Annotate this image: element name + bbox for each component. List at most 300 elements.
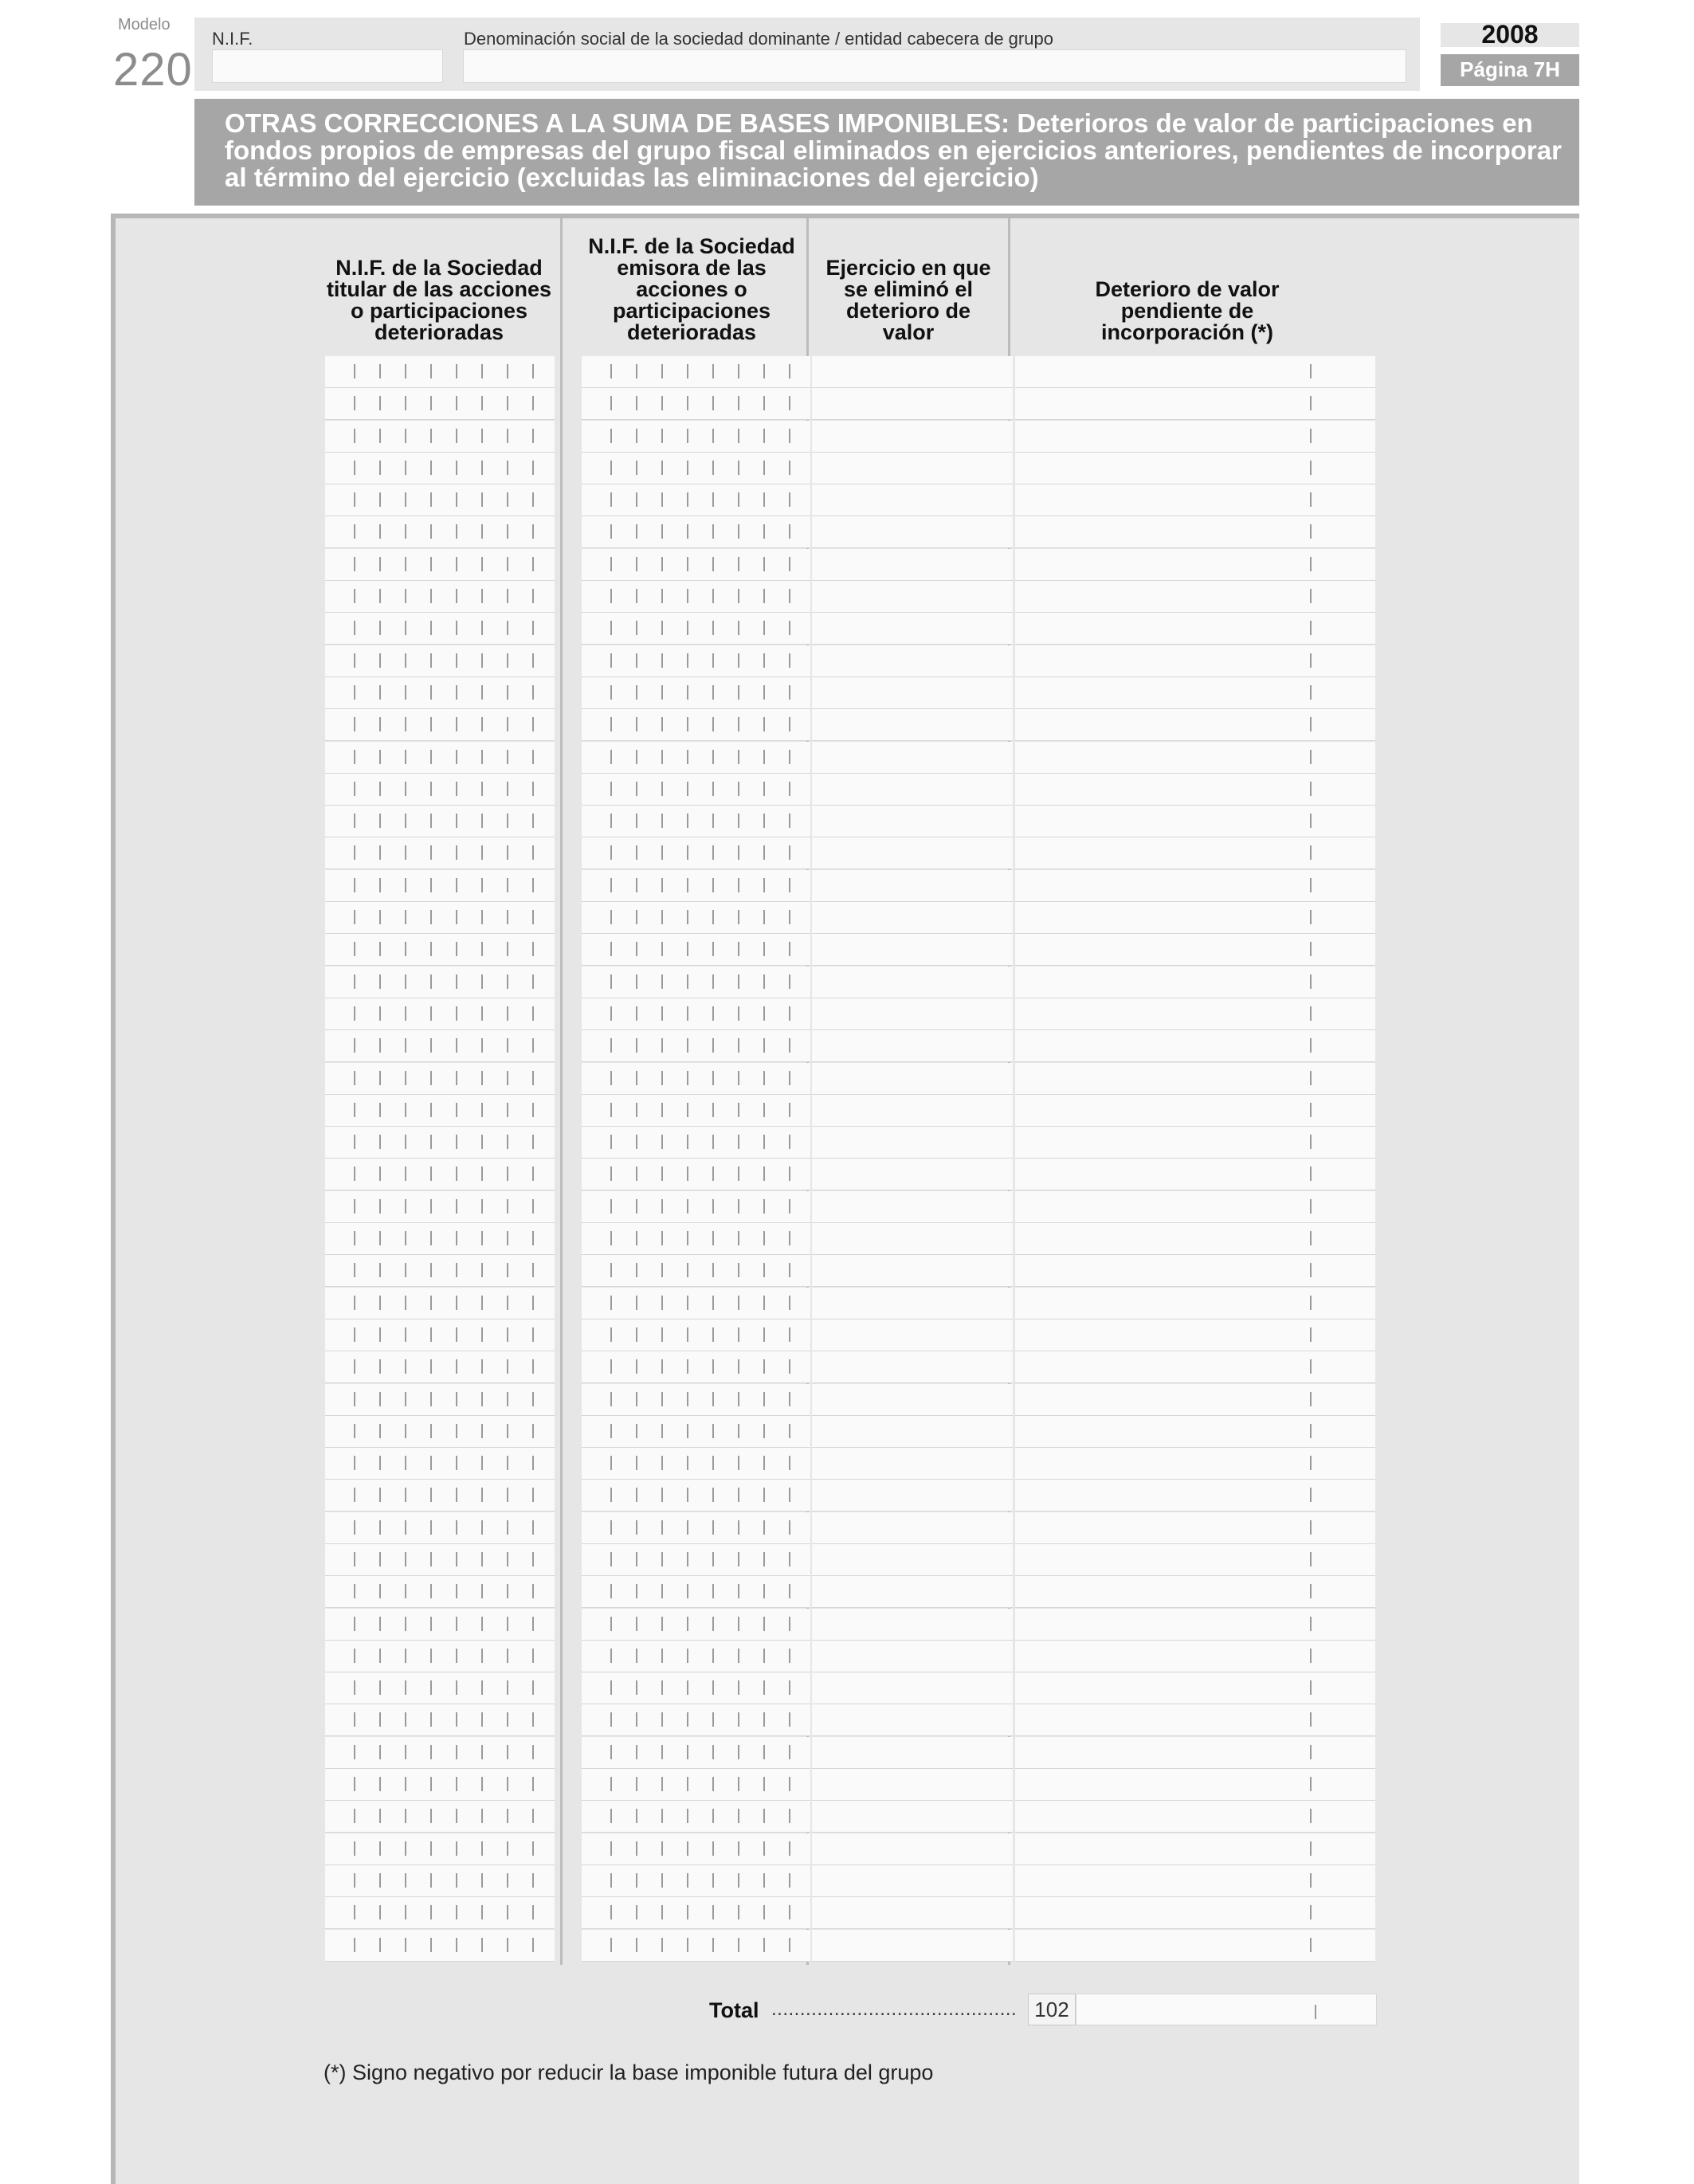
digit-separator <box>687 1296 688 1310</box>
nif-titular-field[interactable] <box>325 934 555 966</box>
digit-separator <box>738 1520 739 1535</box>
ejercicio-field[interactable] <box>812 421 1013 453</box>
digit-separator <box>712 1424 714 1438</box>
denominacion-field[interactable] <box>463 49 1406 83</box>
nif-titular-field[interactable] <box>325 998 555 1030</box>
ejercicio-field[interactable] <box>812 388 1013 420</box>
digit-separator <box>507 492 508 507</box>
ejercicio-field[interactable] <box>812 1095 1013 1127</box>
digit-separator <box>738 1649 739 1663</box>
nif-emisora-field[interactable] <box>582 484 810 516</box>
digit-separator <box>379 1392 381 1406</box>
nif-titular-field[interactable] <box>325 645 555 677</box>
deterioro-field[interactable] <box>1015 1769 1375 1801</box>
digit-separator <box>610 621 612 635</box>
ejercicio-field[interactable] <box>812 1288 1013 1319</box>
table-row <box>325 1704 1375 1736</box>
digit-separator <box>610 429 612 443</box>
digit-separator <box>712 782 714 796</box>
ejercicio-field[interactable] <box>812 1319 1013 1351</box>
deterioro-field[interactable] <box>1015 549 1375 581</box>
ejercicio-field[interactable] <box>812 484 1013 516</box>
ejercicio-field[interactable] <box>812 709 1013 741</box>
digit-separator <box>405 557 406 571</box>
digit-separator <box>532 1166 534 1181</box>
digit-separator <box>532 1199 534 1214</box>
nif-titular-field[interactable] <box>325 1737 555 1769</box>
ejercicio-field[interactable] <box>812 1512 1013 1544</box>
nif-emisora-field[interactable] <box>582 1255 810 1287</box>
ejercicio-field[interactable] <box>812 742 1013 774</box>
nif-titular-field[interactable] <box>325 1609 555 1641</box>
nif-titular-field[interactable] <box>325 1030 555 1062</box>
deterioro-field[interactable] <box>1015 1448 1375 1480</box>
digit-separator <box>379 1038 381 1053</box>
deterioro-field[interactable] <box>1015 1512 1375 1544</box>
ejercicio-field[interactable] <box>812 934 1013 966</box>
nif-emisora-field[interactable] <box>582 1897 810 1929</box>
digit-separator <box>661 364 663 378</box>
digit-separator <box>532 589 534 603</box>
digit-separator <box>687 1103 688 1117</box>
nif-titular-field[interactable] <box>325 1544 555 1576</box>
ejercicio-field[interactable] <box>812 645 1013 677</box>
nif-emisora-field[interactable] <box>582 388 810 420</box>
ejercicio-field[interactable] <box>812 1480 1013 1512</box>
nif-titular-field[interactable] <box>325 549 555 581</box>
decimal-separator <box>1310 1071 1312 1085</box>
nif-titular-field[interactable] <box>325 1416 555 1448</box>
digit-separator <box>405 1006 406 1021</box>
nif-emisora-field[interactable] <box>582 774 810 806</box>
deterioro-field[interactable] <box>1015 934 1375 966</box>
ejercicio-field[interactable] <box>812 1737 1013 1769</box>
ejercicio-field[interactable] <box>812 1159 1013 1190</box>
digit-separator <box>789 1071 790 1085</box>
digit-separator <box>636 717 637 731</box>
nif-titular-field[interactable] <box>325 1512 555 1544</box>
deterioro-field[interactable] <box>1015 774 1375 806</box>
digit-separator <box>456 1359 457 1374</box>
ejercicio-field[interactable] <box>812 453 1013 484</box>
ejercicio-field[interactable] <box>812 837 1013 869</box>
digit-separator <box>789 557 790 571</box>
digit-separator <box>636 1006 637 1021</box>
digit-separator <box>354 942 355 956</box>
digit-separator <box>661 492 663 507</box>
deterioro-field[interactable] <box>1015 613 1375 645</box>
nif-titular-field[interactable] <box>325 484 555 516</box>
digit-separator <box>636 1038 637 1053</box>
nif-emisora-field[interactable] <box>582 1030 810 1062</box>
column-header-nif-titular: N.I.F. de la Sociedad titular de las acciones o participaciones deterioradas <box>326 256 552 344</box>
nif-emisora-field[interactable] <box>582 1865 810 1897</box>
digit-separator <box>405 942 406 956</box>
nif-emisora-field[interactable] <box>582 837 810 869</box>
digit-separator <box>430 461 432 475</box>
nif-titular-field[interactable] <box>325 1801 555 1833</box>
nif-emisora-field[interactable] <box>582 709 810 741</box>
nif-emisora-field[interactable] <box>582 549 810 581</box>
ejercicio-field[interactable] <box>812 1255 1013 1287</box>
ejercicio-field[interactable] <box>812 1672 1013 1704</box>
digit-separator <box>481 1841 483 1856</box>
nif-emisora-field[interactable] <box>582 581 810 613</box>
deterioro-field[interactable] <box>1015 709 1375 741</box>
nif-titular-field[interactable] <box>325 1769 555 1801</box>
digit-separator <box>712 396 714 410</box>
nif-emisora-field[interactable] <box>582 1512 810 1544</box>
nif-emisora-field[interactable] <box>582 1127 810 1159</box>
deterioro-field[interactable] <box>1015 421 1375 453</box>
table-row <box>325 1223 1375 1255</box>
digit-separator <box>661 1552 663 1566</box>
digit-separator <box>430 1199 432 1214</box>
nif-emisora-field[interactable] <box>582 742 810 774</box>
ejercicio-field[interactable] <box>812 1063 1013 1095</box>
deterioro-field[interactable] <box>1015 1480 1375 1512</box>
total-decimal-tick <box>1315 2005 1316 2019</box>
deterioro-field[interactable] <box>1015 967 1375 998</box>
nif-titular-field[interactable] <box>325 1480 555 1512</box>
deterioro-field[interactable] <box>1015 1544 1375 1576</box>
nif-emisora-field[interactable] <box>582 1480 810 1512</box>
ejercicio-field[interactable] <box>812 1801 1013 1833</box>
digit-separator <box>712 653 714 668</box>
digit-separator <box>789 814 790 828</box>
deterioro-field[interactable] <box>1015 516 1375 548</box>
nif-emisora-field[interactable] <box>582 1288 810 1319</box>
deterioro-field[interactable] <box>1015 1737 1375 1769</box>
nif-emisora-field[interactable] <box>582 613 810 645</box>
digit-separator <box>763 974 765 989</box>
deterioro-field[interactable] <box>1015 677 1375 709</box>
nif-titular-field[interactable] <box>325 742 555 774</box>
nif-titular-field[interactable] <box>325 967 555 998</box>
digit-separator <box>610 492 612 507</box>
nif-titular-field[interactable] <box>325 870 555 902</box>
digit-separator <box>379 1359 381 1374</box>
digit-separator <box>405 1488 406 1502</box>
digit-separator <box>610 1199 612 1214</box>
nif-titular-field[interactable] <box>325 581 555 613</box>
digit-separator <box>456 942 457 956</box>
deterioro-field[interactable] <box>1015 998 1375 1030</box>
nif-emisora-field[interactable] <box>582 1833 810 1865</box>
ejercicio-field[interactable] <box>812 356 1013 388</box>
ejercicio-field[interactable] <box>812 998 1013 1030</box>
ejercicio-field[interactable] <box>812 1544 1013 1576</box>
ejercicio-field[interactable] <box>812 1769 1013 1801</box>
digit-separator <box>789 1103 790 1117</box>
nif-titular-field[interactable] <box>325 1704 555 1736</box>
deterioro-field[interactable] <box>1015 388 1375 420</box>
nif-emisora-field[interactable] <box>582 967 810 998</box>
digit-separator <box>481 1584 483 1598</box>
digit-separator <box>763 1424 765 1438</box>
deterioro-field[interactable] <box>1015 1930 1375 1962</box>
deterioro-field[interactable] <box>1015 902 1375 934</box>
nif-emisora-field[interactable] <box>582 421 810 453</box>
nif-emisora-field[interactable] <box>582 1576 810 1608</box>
deterioro-field[interactable] <box>1015 1672 1375 1704</box>
digit-separator <box>379 1777 381 1791</box>
nif-titular-field[interactable] <box>325 421 555 453</box>
digit-separator <box>430 685 432 700</box>
ejercicio-field[interactable] <box>812 1223 1013 1255</box>
digit-separator <box>661 1841 663 1856</box>
nif-emisora-field[interactable] <box>582 677 810 709</box>
deterioro-field[interactable] <box>1015 484 1375 516</box>
ejercicio-field[interactable] <box>812 1576 1013 1608</box>
nif-emisora-field[interactable] <box>582 1672 810 1704</box>
deterioro-field[interactable] <box>1015 1127 1375 1159</box>
deterioro-field[interactable] <box>1015 1351 1375 1383</box>
ejercicio-field[interactable] <box>812 1865 1013 1897</box>
ejercicio-field[interactable] <box>812 806 1013 837</box>
deterioro-field[interactable] <box>1015 1319 1375 1351</box>
nif-emisora-field[interactable] <box>582 1769 810 1801</box>
ejercicio-field[interactable] <box>812 677 1013 709</box>
digit-separator <box>712 1552 714 1566</box>
nif-titular-field[interactable] <box>325 1255 555 1287</box>
digit-separator <box>712 1712 714 1727</box>
digit-separator <box>405 910 406 924</box>
ejercicio-field[interactable] <box>812 1930 1013 1962</box>
nif-emisora-field[interactable] <box>582 645 810 677</box>
digit-separator <box>738 1905 739 1919</box>
table-row <box>325 1191 1375 1223</box>
ejercicio-field[interactable] <box>812 1641 1013 1672</box>
nif-titular-field[interactable] <box>325 837 555 869</box>
digit-separator <box>712 717 714 731</box>
nif-field[interactable] <box>212 49 443 83</box>
digit-separator <box>379 1938 381 1952</box>
ejercicio-field[interactable] <box>812 902 1013 934</box>
nif-titular-field[interactable] <box>325 1319 555 1351</box>
deterioro-field[interactable] <box>1015 1159 1375 1190</box>
nif-titular-field[interactable] <box>325 677 555 709</box>
nif-emisora-field[interactable] <box>582 902 810 934</box>
nif-emisora-field[interactable] <box>582 870 810 902</box>
table-row <box>325 1930 1375 1962</box>
digit-separator <box>712 364 714 378</box>
digit-separator <box>636 685 637 700</box>
nif-emisora-field[interactable] <box>582 1416 810 1448</box>
digit-separator <box>661 1166 663 1181</box>
ejercicio-field[interactable] <box>812 1448 1013 1480</box>
nif-titular-field[interactable] <box>325 709 555 741</box>
nif-emisora-field[interactable] <box>582 453 810 484</box>
digit-separator <box>456 910 457 924</box>
digit-separator <box>789 1938 790 1952</box>
deterioro-field[interactable] <box>1015 1576 1375 1608</box>
ejercicio-field[interactable] <box>812 1897 1013 1929</box>
nif-emisora-field[interactable] <box>582 1448 810 1480</box>
decimal-separator <box>1310 1456 1312 1470</box>
digit-separator <box>789 942 790 956</box>
deterioro-field[interactable] <box>1015 1223 1375 1255</box>
deterioro-field[interactable] <box>1015 581 1375 613</box>
nif-titular-field[interactable] <box>325 1641 555 1672</box>
nif-titular-field[interactable] <box>325 1448 555 1480</box>
digit-separator <box>738 396 739 410</box>
deterioro-field[interactable] <box>1015 837 1375 869</box>
digit-separator <box>636 782 637 796</box>
nif-emisora-field[interactable] <box>582 934 810 966</box>
nif-titular-field[interactable] <box>325 1288 555 1319</box>
digit-separator <box>354 1649 355 1663</box>
deterioro-field[interactable] <box>1015 1641 1375 1672</box>
nif-titular-field[interactable] <box>325 1897 555 1929</box>
nif-emisora-field[interactable] <box>582 1384 810 1416</box>
ejercicio-field[interactable] <box>812 549 1013 581</box>
nif-emisora-field[interactable] <box>582 1351 810 1383</box>
nif-emisora-field[interactable] <box>582 1095 810 1127</box>
deterioro-field[interactable] <box>1015 1288 1375 1319</box>
deterioro-field[interactable] <box>1015 1416 1375 1448</box>
nif-emisora-field[interactable] <box>582 1223 810 1255</box>
ejercicio-field[interactable] <box>812 613 1013 645</box>
deterioro-field[interactable] <box>1015 1384 1375 1416</box>
nif-titular-field[interactable] <box>325 1095 555 1127</box>
nif-emisora-field[interactable] <box>582 516 810 548</box>
digit-separator <box>379 1520 381 1535</box>
nif-titular-field[interactable] <box>325 1930 555 1962</box>
digit-separator <box>712 1809 714 1823</box>
deterioro-field[interactable] <box>1015 453 1375 484</box>
digit-separator <box>763 1166 765 1181</box>
ejercicio-field[interactable] <box>812 1609 1013 1641</box>
ejercicio-field[interactable] <box>812 581 1013 613</box>
nif-emisora-field[interactable] <box>582 1159 810 1190</box>
digit-separator <box>712 524 714 539</box>
total-field[interactable] <box>1076 1994 1377 2025</box>
digit-separator <box>687 1359 688 1374</box>
digit-separator <box>712 1873 714 1888</box>
digit-separator <box>636 942 637 956</box>
ejercicio-field[interactable] <box>812 1833 1013 1865</box>
nif-emisora-field[interactable] <box>582 1930 810 1962</box>
deterioro-field[interactable] <box>1015 645 1375 677</box>
nif-titular-field[interactable] <box>325 453 555 484</box>
digit-separator <box>687 1905 688 1919</box>
ejercicio-field[interactable] <box>812 1351 1013 1383</box>
ejercicio-field[interactable] <box>812 1704 1013 1736</box>
decimal-separator <box>1310 396 1312 410</box>
deterioro-field[interactable] <box>1015 806 1375 837</box>
nif-titular-field[interactable] <box>325 356 555 388</box>
nif-titular-field[interactable] <box>325 388 555 420</box>
deterioro-field[interactable] <box>1015 1191 1375 1223</box>
deterioro-field[interactable] <box>1015 1609 1375 1641</box>
section-title: OTRAS CORRECCIONES A LA SUMA DE BASES IMPONIBLES: Deterioros de valor de participaciones en fondos propios de empresas del grupo fiscal eliminados en ejercicios anteriores, pendientes de incorporar al término del ejercicio (excluidas las eliminaciones del ejercicio) <box>225 108 1562 192</box>
deterioro-field[interactable] <box>1015 1095 1375 1127</box>
digit-separator <box>481 717 483 731</box>
deterioro-field[interactable] <box>1015 1865 1375 1897</box>
digit-separator <box>430 910 432 924</box>
nif-emisora-field[interactable] <box>582 1704 810 1736</box>
nif-titular-field[interactable] <box>325 1576 555 1608</box>
deterioro-field[interactable] <box>1015 356 1375 388</box>
nif-titular-field[interactable] <box>325 613 555 645</box>
deterioro-field[interactable] <box>1015 1030 1375 1062</box>
digit-separator <box>532 1263 534 1277</box>
ejercicio-field[interactable] <box>812 1416 1013 1448</box>
nif-emisora-field[interactable] <box>582 1544 810 1576</box>
digit-separator <box>661 878 663 892</box>
nif-titular-field[interactable] <box>325 1833 555 1865</box>
digit-separator <box>354 621 355 635</box>
nif-titular-field[interactable] <box>325 1384 555 1416</box>
table-row <box>325 1865 1375 1897</box>
digit-separator <box>405 878 406 892</box>
digit-separator <box>687 1038 688 1053</box>
nif-titular-field[interactable] <box>325 1127 555 1159</box>
deterioro-field[interactable] <box>1015 1897 1375 1929</box>
digit-separator <box>481 782 483 796</box>
digit-separator <box>481 845 483 860</box>
nif-emisora-field[interactable] <box>582 1609 810 1641</box>
deterioro-field[interactable] <box>1015 1833 1375 1865</box>
nif-titular-field[interactable] <box>325 1191 555 1223</box>
digit-separator <box>636 1231 637 1245</box>
digit-separator <box>379 1617 381 1631</box>
ejercicio-field[interactable] <box>812 1030 1013 1062</box>
deterioro-field[interactable] <box>1015 1063 1375 1095</box>
nif-emisora-field[interactable] <box>582 1737 810 1769</box>
nif-titular-field[interactable] <box>325 1865 555 1897</box>
nif-titular-field[interactable] <box>325 516 555 548</box>
nif-emisora-field[interactable] <box>582 1063 810 1095</box>
nif-titular-field[interactable] <box>325 1159 555 1190</box>
nif-titular-field[interactable] <box>325 1063 555 1095</box>
ejercicio-field[interactable] <box>812 870 1013 902</box>
nif-titular-field[interactable] <box>325 1672 555 1704</box>
nif-titular-field[interactable] <box>325 902 555 934</box>
nif-titular-field[interactable] <box>325 1351 555 1383</box>
digit-separator <box>763 1809 765 1823</box>
digit-separator <box>456 1327 457 1342</box>
nif-titular-field[interactable] <box>325 1223 555 1255</box>
ejercicio-field[interactable] <box>812 774 1013 806</box>
decimal-separator <box>1310 878 1312 892</box>
digit-separator <box>354 653 355 668</box>
nif-emisora-field[interactable] <box>582 356 810 388</box>
deterioro-field[interactable] <box>1015 1801 1375 1833</box>
ejercicio-field[interactable] <box>812 516 1013 548</box>
nif-emisora-field[interactable] <box>582 998 810 1030</box>
deterioro-field[interactable] <box>1015 742 1375 774</box>
deterioro-field[interactable] <box>1015 1704 1375 1736</box>
nif-titular-field[interactable] <box>325 806 555 837</box>
deterioro-field[interactable] <box>1015 1255 1375 1287</box>
digit-separator <box>481 1873 483 1888</box>
nif-emisora-field[interactable] <box>582 1641 810 1672</box>
nif-emisora-field[interactable] <box>582 1191 810 1223</box>
digit-separator <box>712 1359 714 1374</box>
nif-emisora-field[interactable] <box>582 1801 810 1833</box>
nif-titular-field[interactable] <box>325 774 555 806</box>
nif-emisora-field[interactable] <box>582 806 810 837</box>
ejercicio-field[interactable] <box>812 1191 1013 1223</box>
digit-separator <box>636 621 637 635</box>
ejercicio-field[interactable] <box>812 1127 1013 1159</box>
deterioro-field[interactable] <box>1015 870 1375 902</box>
ejercicio-field[interactable] <box>812 1384 1013 1416</box>
nif-emisora-field[interactable] <box>582 1319 810 1351</box>
ejercicio-field[interactable] <box>812 967 1013 998</box>
